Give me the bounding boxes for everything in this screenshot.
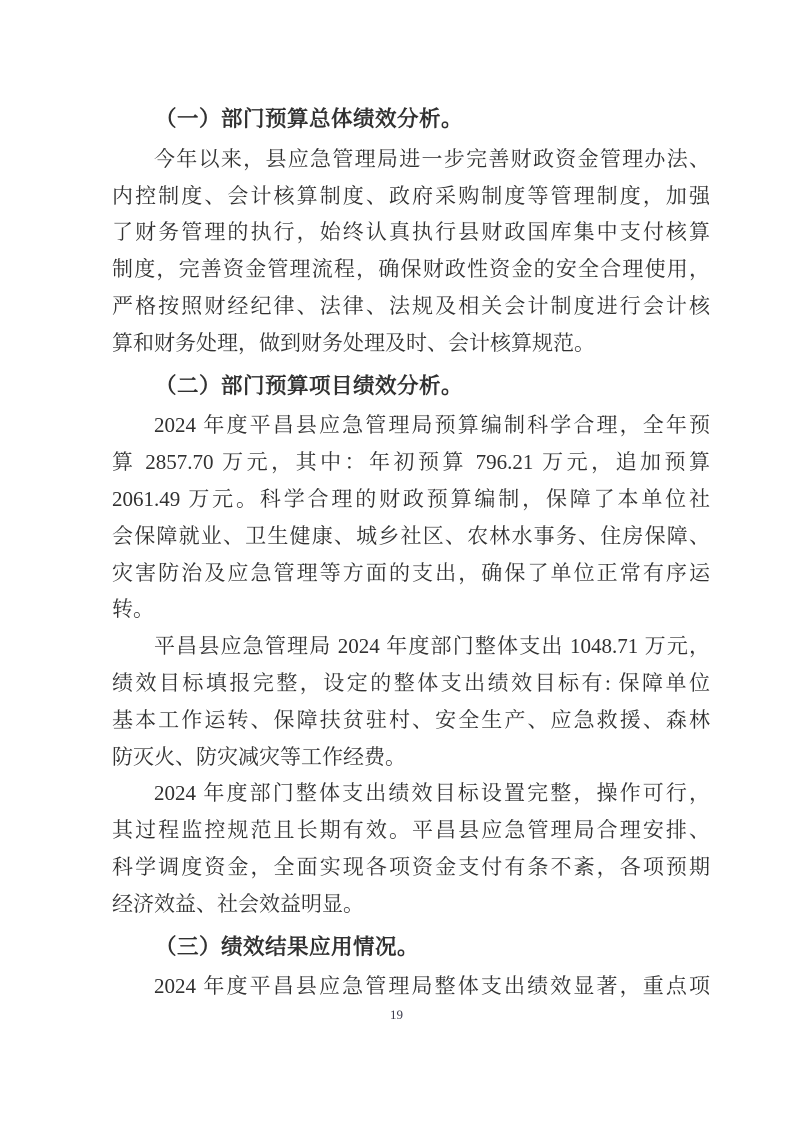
text-line: （一）部门预算总体绩效分析。 [155,107,464,131]
text-line: 算和财务处理，做到财务处理及时、会计核算规范。 [112,330,595,355]
paragraph [112,968,710,1005]
text-line: 算 2857.70 万元，其中：年初预算 796.21 万元，追加预算 [112,450,710,475]
paragraph [112,141,710,362]
text-line: 会保障就业、卫生健康、城乡社区、农林水事务、住房保障、 [112,523,710,548]
text-line: 绩效目标填报完整，设定的整体支出绩效目标有: 保障单位 [112,670,710,695]
section-heading [112,368,710,405]
text-line: 灾害防治及应急管理等方面的支出，确保了单位正常有序运 [112,560,710,585]
text-line: 2024 年度部门整体支出绩效目标设置完整，操作可行， [154,781,710,806]
text-line: 经济效益、社会效益明显。 [112,891,364,916]
text-line: 内控制度、会计核算制度、政府采购制度等管理制度，加强 [112,183,710,208]
paragraph [112,775,710,922]
text-line: 科学调度资金，全面实现各项资金支付有条不紊，各项预期 [112,854,710,879]
text-line: （二）部门预算项目绩效分析。 [155,373,464,398]
page-number: 19 [390,1007,403,1022]
text-line: 转。 [112,597,154,622]
section-heading [112,929,710,966]
text-line: 2061.49 万元。科学合理的财政预算编制，保障了本单位社 [112,486,710,511]
text-line: 严格按照财经纪律、法律、法规及相关会计制度进行会计核 [112,293,710,318]
text-line: 防灭火、防灾减灾等工作经费。 [112,744,406,769]
text-line: 制度，完善资金管理流程，确保财政性资金的安全合理使用， [112,257,710,282]
paragraph [112,628,710,775]
text-line: 基本工作运转、保障扶贫驻村、安全生产、应急救援、森林 [112,707,710,732]
document-body [112,95,710,1005]
paragraph [112,407,710,628]
section-heading [112,101,710,138]
text-line: 平昌县应急管理局 2024 年度部门整体支出 1048.71 万元， [154,634,710,659]
text-line: 其过程监控规范且长期有效。平昌县应急管理局合理安排、 [112,818,710,843]
text-line: （三）绩效结果应用情况。 [155,934,420,959]
text-line: 了财务管理的执行，始终认真执行县财政国库集中支付核算 [112,220,710,245]
text-line: 2024 年度平昌县应急管理局整体支出绩效显著，重点项 [154,974,710,999]
text-line: 今年以来，县应急管理局进一步完善财政资金管理办法、 [154,146,710,171]
text-line: 2024 年度平昌县应急管理局预算编制科学合理，全年预 [154,413,710,438]
